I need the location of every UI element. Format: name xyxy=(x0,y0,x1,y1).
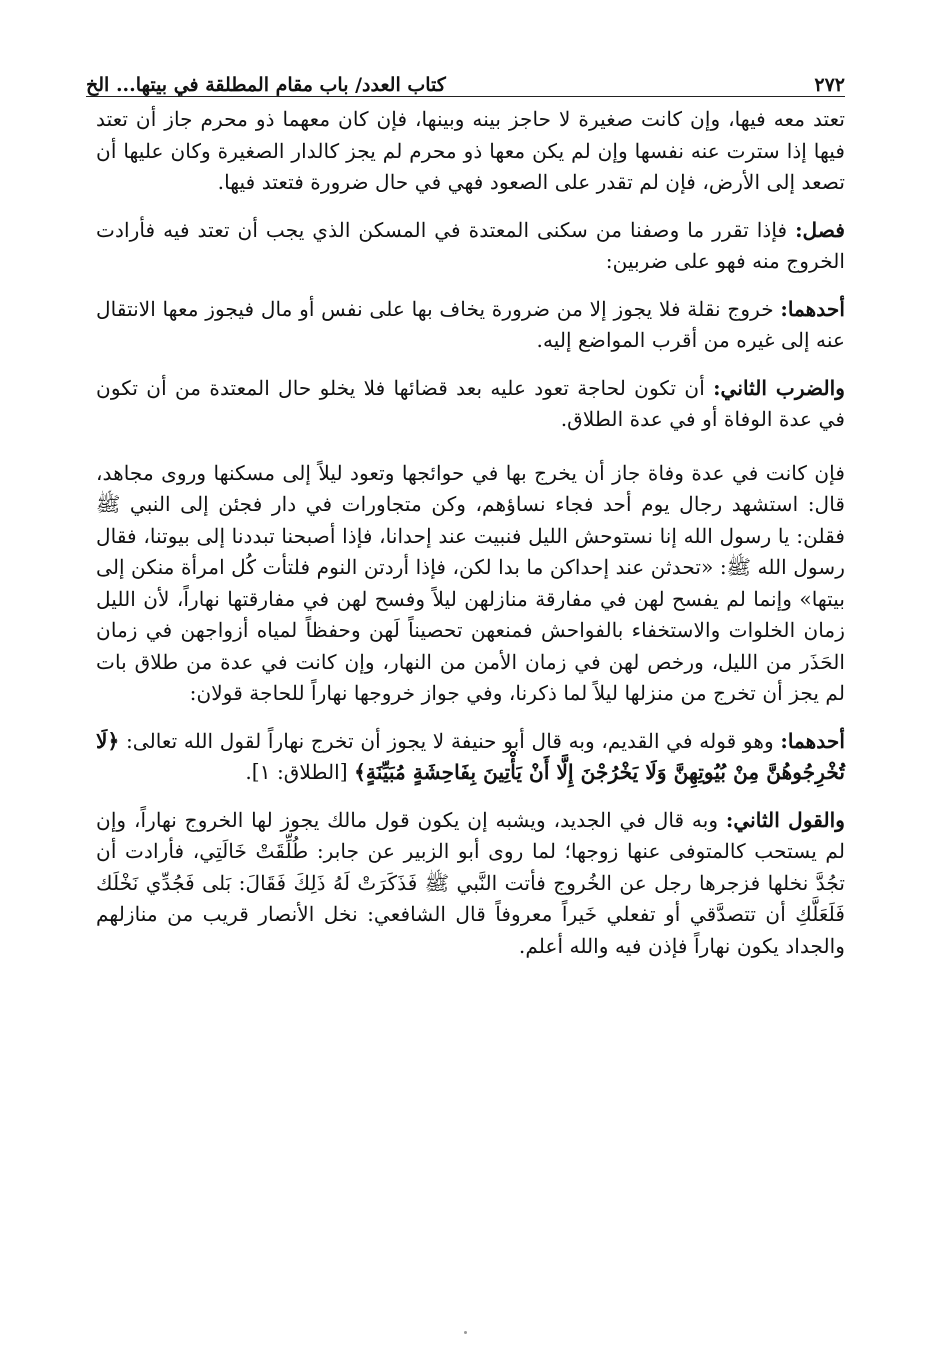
paragraph-2 xyxy=(96,215,845,278)
paragraph-text: فإن كانت في عدة وفاة جاز أن يخرج بها في حوائجها وتعود ليلاً إلى مسكنها وروى مجاهد، قال: استشهد رجال يوم أحد فجاء نساؤهم، وكن متجاورات في دار فجئن إلى النبي ﷺ فقلن: يا رسول الله إنا نستوحش الليل فنبيت عند إحدانا، فإذا أصبحنا تبددنا إلى بيوتنا، فقال رسول الله ﷺ: «تحدثن عند إحداكن ما بدا لكن، فإذا أردتن النوم فلتأت كُل امرأة منكن إلى بيتها» وإنما لم يفسح لهن في مفارقة منازلهن ليلاً وفسح لهن في مفارقتها نهاراً، لأن الليل زمان الخلوات والاستخفاء بالفواحش فمنعهن تحصيناً لَهن وحفظاً لمياه أزواجهن في زمان الحَذَر من الليل، ورخص لهن في زمان الأمن من النهار، وإن كانت في عدة من طلاق بات لم يجز أن تخرج من منزلها ليلاً لما ذكرنا، وفي جواز خروجها نهاراً للحاجة قولان: xyxy=(96,460,845,705)
paragraph-6 xyxy=(96,726,845,789)
paragraph-lead: والقول الثاني: xyxy=(725,807,846,832)
paragraph-text: وهو قوله في القديم، وبه قال أبو حنيفة لا يجوز أن تخرج نهاراً لقول الله تعالى: xyxy=(125,728,774,753)
paragraph-1 xyxy=(96,104,845,199)
paragraph-text: تعتد معه فيها، وإن كانت صغيرة لا حاجز بينه وبينها، فإن كان معهما ذو محرم جاز أن تعتد فيها إذا سترت عنه نفسها وإن لم يكن معها ذو محرم لم يجز كالدار الصغيرة وكان عليها أن تصعد إلى الأرض، فإن لم تقدر على الصعود فهي في حال ضرورة فتعتد فيها. xyxy=(96,107,845,194)
paragraph-text: فإذا تقرر ما وصفنا من سكنى المعتدة في المسكن الذي يجب أن تعتد فيه فأرادت الخروج منه فهو على ضربين: xyxy=(96,217,845,273)
page-body xyxy=(96,104,845,962)
verse-reference: [الطلاق: ١]. xyxy=(245,760,348,784)
paragraph-4 xyxy=(96,373,845,436)
paragraph-lead: فصل: xyxy=(795,217,845,242)
paragraph-text: أن تكون لحاجة تعود عليه بعد قضائها فلا يخلو حال المعتدة من أن تكون في عدة الوفاة أو في عدة الطلاق. xyxy=(96,375,845,431)
header-title: كتاب العدد/ باب مقام المطلقة في بيتها... الخ xyxy=(86,74,446,96)
scan-speck xyxy=(464,1331,467,1334)
page-number: ٢٧٢ xyxy=(814,74,845,96)
paragraph-lead: أحدهما: xyxy=(780,296,845,321)
paragraph-lead: والضرب الثاني: xyxy=(713,375,846,400)
paragraph-7 xyxy=(96,805,845,963)
quran-verse: ﴿لَا تُخْرِجُوهُنَّ مِنْ بُيُوتِهِنَّ وَلَا يَخْرُجْنَ إِلَّا أَنْ يَأْتِينَ بِفَاحِشَةٍ مُبَيِّنَةٍ﴾ xyxy=(96,728,845,784)
running-header xyxy=(86,62,845,97)
paragraph-text: وبه قال في الجديد، ويشبه إن يكون قول مالك يجوز لها الخروج نهاراً، وإن لم يستحب كالمتوفى عنها زوجها؛ لما روى أبو الزبير عن جابر: طُلِّقَتْ خَالَتِي، فأرادت أن تجُدَّ نخلها فزجرها رجل عن الخُروج فأتت النَّبي ﷺ فَذَكَرَتْ لَهُ ذَلِكَ فَقَالَ: بَلى فَجُدِّي نَخْلَك فَلَعَلَّكِ أن تتصدَّقي أو تفعلي خَيراً معروفاً قال الشافعي: نخل الأنصار قريب من منازلهم والجداد يكون نهاراً فإذن فيه والله أعلم. xyxy=(96,807,845,958)
paragraph-lead: أحدهما: xyxy=(780,728,845,753)
paragraph-text: خروج نقلة فلا يجوز إلا من ضرورة يخاف بها على نفس أو مال فيجوز معها الانتقال عنه إلى غيره من أقرب المواضع إليه. xyxy=(96,296,845,352)
paragraph-3 xyxy=(96,294,845,357)
paragraph-5 xyxy=(96,458,845,710)
